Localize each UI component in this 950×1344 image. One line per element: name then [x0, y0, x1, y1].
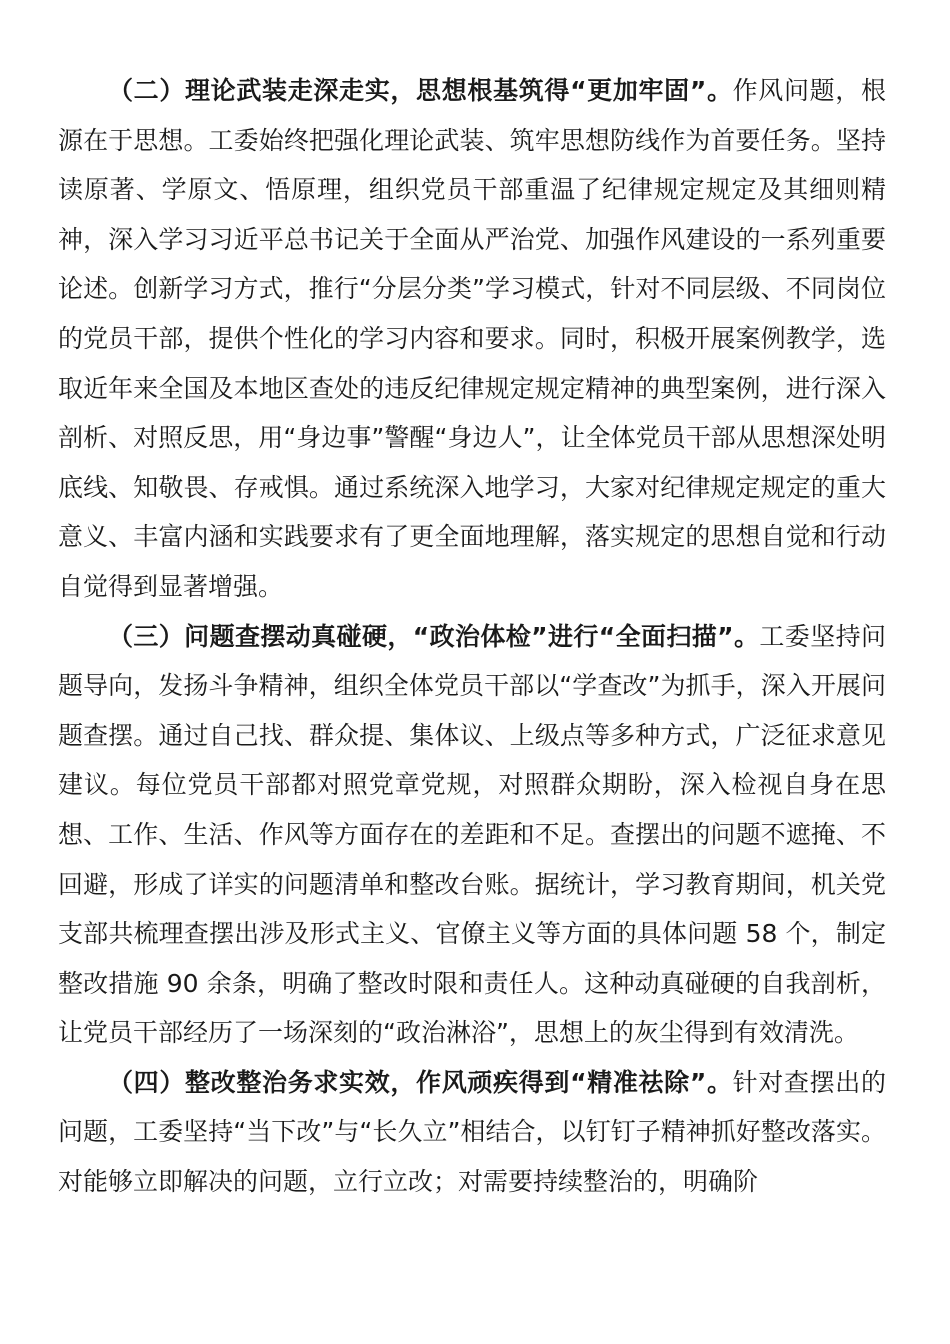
- section-2-text: 作风问题，根源在于思想。工委始终把强化理论武装、筑牢思想防线作为首要任务。坚持读原著、学原文、悟原理，组织党员干部重温了纪律规定规定及其细则精神，深入学习习近平总书记关于全面从严治党、加强作风建设的一系列重要论述。创新学习方式，推行“分层分类”学习模式，针对不同层级、不同岗位的党员干部，提供个性化的学习内容和要求。同时，积极开展案例教学，选取近年来全国及本地区查处的违反纪律规定规定精神的典型案例，进行深入剖析、对照反思，用“身边事”警醒“身边人”，让全体党员干部从思想深处明底线、知敬畏、存戒惧。通过系统深入地学习，大家对纪律规定规定的重大意义、丰富内涵和实践要求有了更全面地理解，落实规定的思想自觉和行动自觉得到显著增强。: [58, 76, 886, 601]
- section-3-heading: （三）问题查摆动真碰硬，“政治体检”进行“全面扫描”。: [108, 621, 760, 651]
- section-3-text: 工委坚持问题导向，发扬斗争精神，组织全体党员干部以“学查改”为抓手，深入开展问题查摆。通过自己找、群众提、集体议、上级点等多种方式，广泛征求意见建议。每位党员干部都对照党章党规，对照群众期盼，深入检视自身在思想、工作、生活、作风等方面存在的差距和不足。查摆出的问题不遮掩、不回避，形成了详实的问题清单和整改台账。据统计，学习教育期间，机关党支部共梳理查摆出涉及形式主义、官僚主义等方面的具体问题 58 个，制定整改措施 90 余条，明确了整改时限和责任人。这种动真碰硬的自我剖析，让党员干部经历了一场深刻的“政治淋浴”，思想上的灰尘得到有效清洗。: [58, 621, 886, 1048]
- section-3-paragraph: [58, 612, 886, 1058]
- section-2-paragraph: [58, 66, 886, 612]
- section-4-text: 针对查摆出的问题，工委坚持“当下改”与“长久立”相结合，以钉钉子精神抓好整改落实。对能够立即解决的问题，立行立改；对需要持续整治的，明确阶: [58, 1067, 886, 1197]
- section-4-heading: （四）整改整治务求实效，作风顽疾得到“精准祛除”。: [108, 1067, 733, 1097]
- document-body: [58, 66, 886, 1207]
- section-2-heading: （二）理论武装走深走实，思想根基筑得“更加牢固”。: [108, 76, 733, 105]
- section-4-paragraph: [58, 1058, 886, 1207]
